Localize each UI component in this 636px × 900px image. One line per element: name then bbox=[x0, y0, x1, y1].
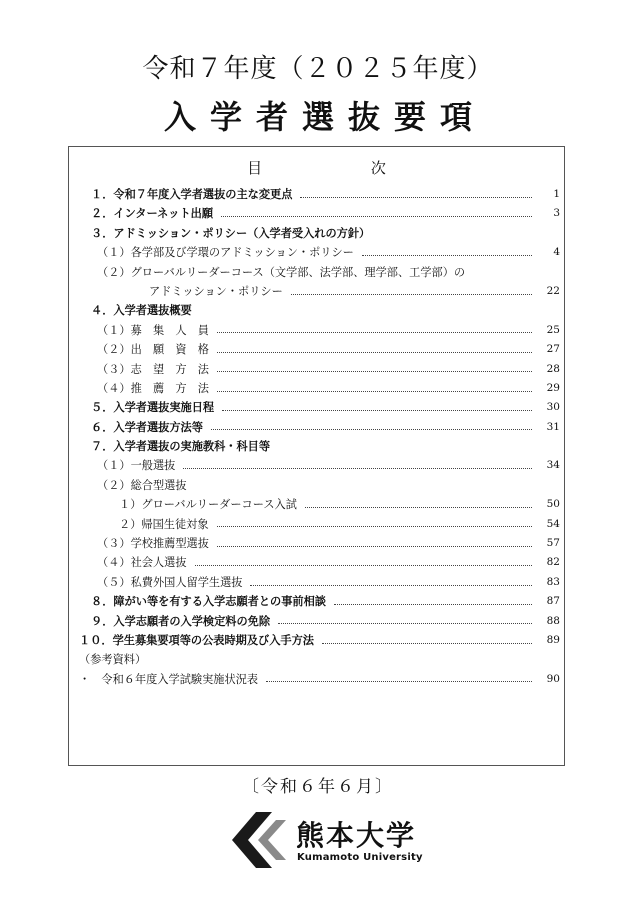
toc-entry-page: 82 bbox=[546, 556, 560, 569]
toc-entry-page: 29 bbox=[546, 381, 560, 394]
toc-leader-dots bbox=[250, 584, 532, 586]
toc-entry-page: 30 bbox=[546, 401, 560, 414]
toc-entry bbox=[69, 243, 564, 262]
toc-entry-text: （２）グローバルリーダーコース（文学部、法学部、理学部、工学部）の bbox=[97, 265, 466, 279]
toc-leader-dots bbox=[266, 680, 532, 682]
toc-entry-page: 28 bbox=[546, 362, 560, 375]
toc-entry bbox=[69, 670, 564, 689]
toc-heading-right: 次 bbox=[370, 159, 386, 177]
toc-entry bbox=[69, 437, 564, 456]
toc-leader-dots bbox=[195, 564, 532, 566]
toc-entry bbox=[69, 418, 564, 437]
toc-entry-text: （４）社会人選抜 bbox=[97, 556, 187, 570]
toc-entry bbox=[69, 340, 564, 359]
document-year: 令和７年度（２０２５年度） bbox=[142, 54, 494, 84]
toc-entry-text: １０．学生募集要項等の公表時期及び入手方法 bbox=[79, 633, 314, 647]
toc-leader-dots bbox=[211, 428, 532, 430]
toc-leader-dots bbox=[154, 662, 532, 663]
toc-entry bbox=[69, 612, 564, 631]
toc-entry-text: ２）帰国生徒対象 bbox=[119, 517, 209, 531]
toc-entry bbox=[69, 379, 564, 398]
toc-entry bbox=[69, 650, 564, 669]
toc-leader-dots bbox=[473, 274, 532, 275]
document-title: 入学者選抜要項 bbox=[163, 98, 486, 136]
toc-entry-text: ４．入学者選抜概要 bbox=[91, 304, 192, 318]
toc-heading-left: 目 bbox=[247, 159, 263, 177]
toc-entry-text: ・ 令和６年度入学試験実施状況表 bbox=[79, 672, 259, 686]
toc-entry-text: （参考資料） bbox=[79, 653, 147, 667]
toc-entry bbox=[69, 495, 564, 514]
toc-entry-page: 57 bbox=[546, 537, 560, 550]
toc-entry-page: 22 bbox=[546, 284, 560, 297]
toc-entry-page: 34 bbox=[546, 459, 560, 472]
toc-entry bbox=[69, 263, 564, 282]
toc-leader-dots bbox=[222, 409, 532, 411]
toc-entry bbox=[69, 476, 564, 495]
toc-entry-text: ３．アドミッション・ポリシー（入学者受入れの方針） bbox=[91, 226, 371, 240]
toc-entry bbox=[69, 360, 564, 379]
toc-entry-text: （２）総合型選抜 bbox=[97, 478, 187, 492]
toc-entry-page: 25 bbox=[546, 323, 560, 336]
toc-entry-text: （１）各学部及び学環のアドミッション・ポリシー bbox=[97, 246, 354, 260]
toc-entry-text: （５）私費外国人留学生選抜 bbox=[97, 575, 243, 589]
toc-list bbox=[69, 185, 564, 689]
toc-entry-text: アドミッション・ポリシー bbox=[149, 284, 283, 298]
toc-entry-text: １．令和７年度入学者選抜の主な変更点 bbox=[91, 188, 293, 201]
toc-entry-text: （２）出 願 資 格 bbox=[97, 343, 209, 357]
toc-entry-text: ９．入学志願者の入学検定料の免除 bbox=[91, 614, 271, 628]
toc-entry-text: （４）推 薦 方 法 bbox=[97, 381, 209, 395]
toc-entry bbox=[69, 573, 564, 592]
toc-entry-text: １）グローバルリーダーコース入試 bbox=[119, 498, 297, 512]
toc-leader-dots bbox=[217, 525, 532, 527]
toc-entry-page: 87 bbox=[546, 595, 560, 608]
table-of-contents bbox=[68, 146, 565, 766]
toc-leader-dots bbox=[221, 215, 532, 217]
toc-entry bbox=[69, 185, 564, 204]
toc-entry-text: （１）募 集 人 員 bbox=[97, 323, 209, 337]
toc-entry-page: 88 bbox=[546, 614, 560, 627]
chevron-logo-icon bbox=[226, 810, 290, 870]
toc-leader-dots bbox=[183, 467, 532, 469]
toc-entry bbox=[69, 553, 564, 572]
toc-entry-text: ２．インターネット出願 bbox=[91, 207, 214, 221]
toc-entry bbox=[69, 631, 564, 650]
toc-entry bbox=[69, 321, 564, 340]
toc-leader-dots bbox=[378, 235, 532, 236]
toc-entry-page: 90 bbox=[546, 672, 560, 685]
toc-heading bbox=[69, 157, 564, 178]
toc-entry bbox=[69, 398, 564, 417]
toc-entry-page: 31 bbox=[546, 420, 560, 433]
toc-leader-dots bbox=[291, 293, 532, 295]
toc-leader-dots bbox=[300, 196, 532, 198]
university-logo bbox=[226, 810, 426, 870]
toc-entry-text: （３）学校推薦型選抜 bbox=[97, 537, 209, 551]
toc-entry bbox=[69, 224, 564, 243]
toc-entry-page: 89 bbox=[546, 633, 560, 646]
toc-entry-page: 4 bbox=[553, 246, 560, 259]
logo-japanese-name: 熊本大学 bbox=[296, 819, 417, 852]
toc-entry-page: 27 bbox=[546, 343, 560, 356]
toc-entry bbox=[69, 301, 564, 320]
toc-entry bbox=[69, 592, 564, 611]
toc-leader-dots bbox=[322, 642, 532, 644]
toc-leader-dots bbox=[217, 370, 532, 372]
toc-entry-page: 50 bbox=[546, 498, 560, 511]
toc-leader-dots bbox=[200, 313, 532, 314]
toc-leader-dots bbox=[278, 448, 532, 449]
toc-entry bbox=[69, 515, 564, 534]
toc-entry-text: ６．入学者選抜方法等 bbox=[91, 420, 203, 434]
toc-entry-page: 83 bbox=[546, 575, 560, 588]
toc-entry-page: 1 bbox=[553, 188, 560, 200]
toc-entry-text: ８．障がい等を有する入学志願者との事前相談 bbox=[91, 595, 326, 609]
toc-leader-dots bbox=[217, 331, 532, 333]
toc-entry bbox=[69, 534, 564, 553]
toc-entry-page: 54 bbox=[546, 517, 560, 530]
publication-date: 〔令和６年６月〕 bbox=[242, 777, 394, 797]
toc-leader-dots bbox=[217, 545, 532, 547]
toc-leader-dots bbox=[362, 254, 532, 256]
toc-entry bbox=[69, 456, 564, 475]
toc-entry-text: ５．入学者選抜実施日程 bbox=[91, 401, 215, 415]
toc-entry-text: ７．入学者選抜の実施教科・科目等 bbox=[91, 440, 271, 454]
toc-leader-dots bbox=[217, 351, 532, 353]
toc-entry bbox=[69, 282, 564, 301]
toc-leader-dots bbox=[305, 506, 532, 508]
toc-leader-dots bbox=[217, 390, 532, 392]
toc-entry bbox=[69, 204, 564, 223]
toc-leader-dots bbox=[334, 603, 532, 605]
logo-english-name: Kumamoto University bbox=[297, 852, 423, 863]
toc-leader-dots bbox=[278, 622, 532, 624]
toc-leader-dots bbox=[195, 487, 532, 488]
toc-entry-page: 3 bbox=[553, 207, 560, 220]
toc-entry-text: （１）一般選抜 bbox=[97, 459, 176, 473]
toc-entry-text: （３）志 望 方 法 bbox=[97, 362, 209, 376]
